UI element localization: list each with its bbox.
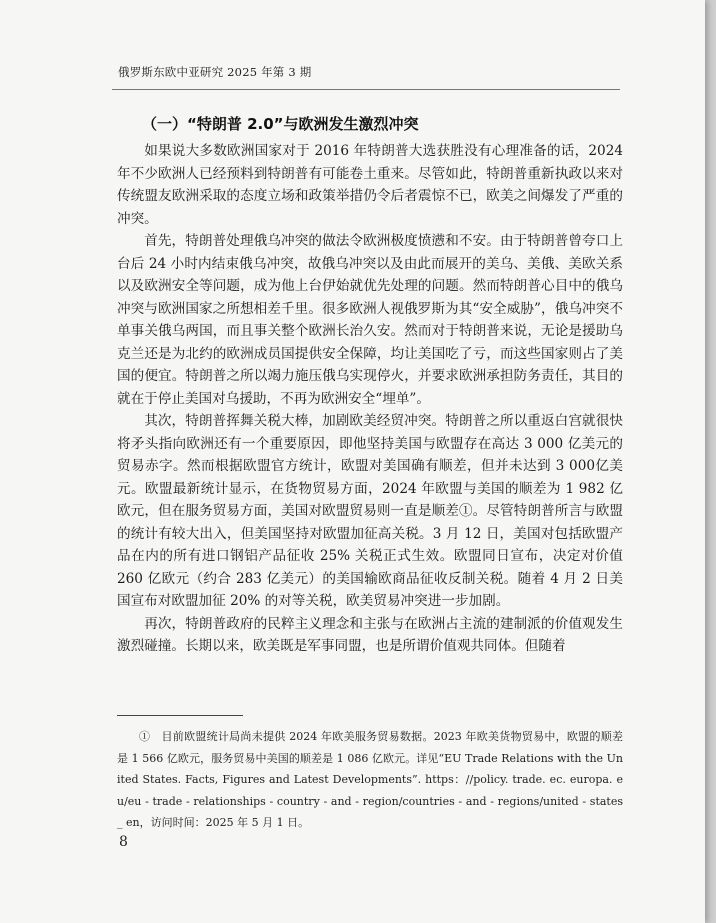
paragraph-3: 其次，特朗普挥舞关税大棒，加剧欧美经贸冲突。特朗普之所以重返白宫就很快将矛头指向欧洲还有一个重要原因，即他坚持美国与欧盟存在高达 3 000 亿美元的贸易赤字。然而根据欧盟官方统计，欧盟对美国确有顺差，但并未达到 3 000亿美元。欧盟最新统计显示，在货物贸易方面，2024 年欧盟与美国的顺差为 1 982 亿欧元，但在服务贸易方面，美国对欧盟贸易则一直是顺差①。尽管特朗普所言与欧盟的统计有较大出入，但美国坚持对欧盟加征高关税。3 月 12 日，美国对包括欧盟产品在内的所有进口钢铝产品征收 25% 关税正式生效。欧盟同日宣布，决定对价值 260 亿欧元（约合 283 亿美元）的美国输欧商品征收反制关税。随着 4 月 2 日美国宣布对欧盟加征 20% 的对等关税，欧美贸易冲突进一步加剧。 <box>117 413 623 609</box>
running-head: 俄罗斯东欧中亚研究 2025 年第 3 期 <box>118 65 312 79</box>
paragraph-4: 再次，特朗普政府的民粹主义理念和主张与在欧洲占主流的建制派的价值观发生激烈碰撞。长期以来，欧美既是军事同盟，也是所谓价值观共同体。但随着 <box>117 615 623 654</box>
paragraph-1: 如果说大多数欧洲国家对于 2016 年特朗普大选获胜没有心理准备的话，2024 年不少欧洲人已经预料到特朗普有可能卷土重来。尽管如此，特朗普重新执政以来对传统盟友欧洲采取的态度立场和政策举措仍令后者震惊不已，欧美之间爆发了严重的冲突。 <box>117 143 623 227</box>
page-number: 8 <box>119 834 128 850</box>
paragraph-2: 首先，特朗普处理俄乌冲突的做法令欧洲极度愤懑和不安。由于特朗普曾夸口上台后 24 小时内结束俄乌冲突，故俄乌冲突以及由此而展开的美乌、美俄、美欧关系以及欧洲安全等问题，成为他上台伊始就优先处理的问题。然而特朗普心目中的俄乌冲突与欧洲国家之所想相差千里。很多欧洲人视俄罗斯为其“安全威胁”，俄乌冲突不单事关俄乌两国，而且事关整个欧洲长治久安。然而对于特朗普来说，无论是援助乌克兰还是为北约的欧洲成员国提供安全保障，均让美国吃了亏，而这些国家则占了美国的便宜。特朗普之所以竭力施压俄乌实现停火，并要求欧洲承担防务责任，其目的就在于停止美国对乌援助，不再为欧洲安全“埋单”。 <box>117 233 623 407</box>
footnote <box>117 726 623 834</box>
section-heading: （一）“特朗普 2.0”与欧洲发生激烈冲突 <box>142 115 419 133</box>
footnote-text: ① 目前欧盟统计局尚未提供 2024 年欧美服务贸易数据。2023 年欧美货物贸易中，欧盟的顺差是 1 566 亿欧元，服务贸易中美国的顺差是 1 086 亿欧元。详见“EU Trade Relations with the United States. Facts, Figures and Latest Developments”. https：//policy. trade. ec. europa. eu/eu - trade - relationships - country - and - region/countries - and - regions/united - states_ en，访问时间：2025 年 5 月 1 日。 <box>117 730 623 829</box>
header-rule <box>112 89 620 90</box>
body-text <box>117 140 623 658</box>
footnote-rule <box>117 715 243 716</box>
